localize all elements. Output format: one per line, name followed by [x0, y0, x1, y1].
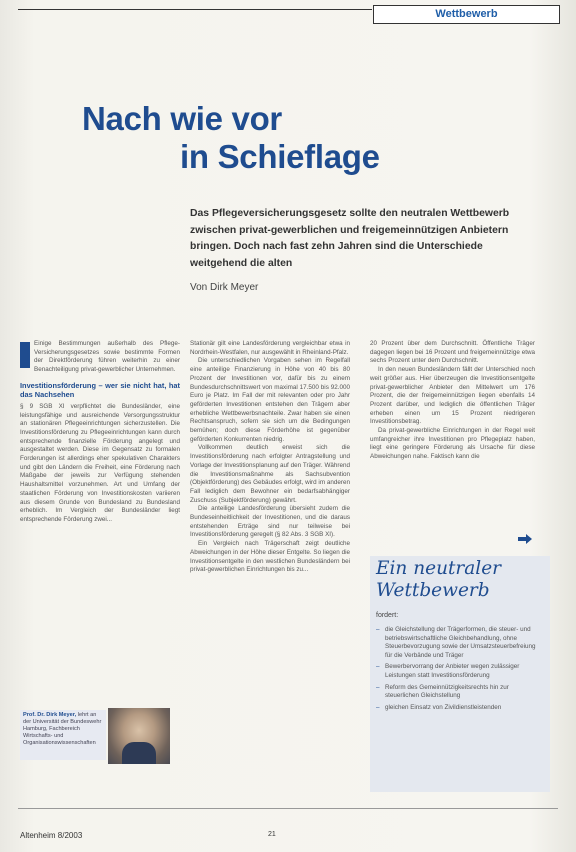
list-item: – Reform des Gemeinnützigkeitsrechts hin zur steuerlichen Gleichstellung	[376, 684, 544, 701]
continue-arrow-icon	[518, 534, 532, 544]
list-item: – Bewerbervorrang der Anbieter wegen zulässiger Leistungen statt Investitionsförderung	[376, 663, 544, 680]
author-photo	[108, 708, 170, 764]
article-column-3	[370, 340, 535, 462]
header-rule	[18, 9, 372, 10]
article-column-1	[20, 340, 180, 525]
teaser-text: Das Pflegeversicherungsgesetz sollte den neutralen Wettbewerb zwischen privat-gewerblichen und freigemeinnützigen Anbietern bringen. Doch nach fast zehn Jahren sind die Unterschiede weitgehend die alten	[190, 208, 510, 269]
body-paragraph: In den neuen Bundesländern fällt der Unterschied noch weit größer aus. Hier überzeugen die Investitionsentgelte privat-gewerblicher Anbieter den Mittelwert um 176 Prozent, die der freigemeinnützigen liegen ebenfalls 14 Prozent darüber, und lediglich die öffentlichen Träger erheben einen um 15 Prozent niedrigeren Investitionsbetrag.	[370, 366, 535, 426]
headline-line-1: Nach wie vor	[82, 100, 282, 137]
body-paragraph: § 9 SGB XI verpflichtet die Bundesländer, eine leistungsfähige und ausreichende Versorgungsstruktur an stationären Pflegeeinrichtungen sicherzustellen. Die Investitionsförderung zu Pflegeeinrichtungen kann durch entsprechende finanzielle Förderung angelegt und ausgestaltet werden. Diese im Gegensatz zu formalen Forderungen ist allerdings eher spekulativen Charakters und gibt den Ländern die Freiheit, eine Förderung nach Maßgabe der jeweils zur Verfügung stehenden Haushaltsmittel vorzunehmen. Art und Umfang der staatlichen Förderung von Investitionskosten variieren aus diesem Grunde von Bundesland zu Bundesland erheblich. Im Vergleich der Bundesländer liegt entsprechende Förderung zwei...	[20, 402, 180, 523]
caption-text: lehrt an der Universität der Bundeswehr Hamburg, Fachbereich Wirtschafts- und Organisationswissenschaften	[23, 712, 102, 746]
caption-name: Prof. Dr. Dirk Meyer,	[23, 712, 77, 718]
list-item: – gleichen Einsatz von Zivildienstleistenden	[376, 704, 544, 713]
author-box	[20, 708, 172, 764]
body-paragraph: Ein Vergleich nach Trägerschaft zeigt deutliche Abweichungen in der Höhe dieser Entgelte. So liegen die Investitionsentgelte in den westlichen Bundesländern bei privat-gewerblichen Einrichtungen bis zu...	[190, 540, 350, 574]
intro-paragraph: Einige Bestimmungen außerhalb des Pflege-Versicherungsgesetzes sowie bestimmte Formen der Direktförderung führen weiterhin zu einer Benachteiligung privat-gewerblicher Unternehmen.	[34, 340, 180, 374]
sidebar-box	[370, 556, 550, 792]
body-paragraph: Die anteilige Landesförderung übersieht zudem die Bundeseinheitlichkeit der Investitionen, und die daraus entstehenden Erträge sind nur teilweise bei Investitionsförderung geregelt (§ 82 Abs. 3 SGB XI).	[190, 505, 350, 539]
headline-line-2: in Schieflage	[180, 138, 380, 175]
list-item: – die Gleichstellung der Trägerformen, die steuer- und betriebswirtschaftliche Gleichbehandlung, ohne Steuerbevorzugung sowie der Umsatzsteuerbefreiung für die Verbände und Träger	[376, 626, 544, 660]
body-paragraph: Da privat-gewerbliche Einrichtungen in der Regel weit umfangreicher ihre Investitionen pro Pflegeplatz haben, liegt eine geringere Förderung als Ursache für diese Abweichungen nahe. Faktisch kann die	[370, 427, 535, 461]
page-number: 21	[268, 831, 276, 838]
author-byline: Von Dirk Meyer	[190, 282, 259, 293]
photo-caption	[20, 710, 106, 760]
dropcap-icon	[20, 342, 30, 368]
magazine-issue: Altenheim 8/2003	[20, 831, 83, 840]
body-paragraph: Stationär gilt eine Landesförderung vergleichbar etwa in Nordrhein-Westfalen, nur ausgewählt in Rheinland-Pfalz.	[190, 340, 350, 356]
body-paragraph: Vollkommen deutlich erweist sich die Investitionsförderung nach erfolgter Antragstellung und Vorlage der Investitionsplanung auf den Träger. Während die Investitionsmaßnahme als Sachsubvention (Objektförderung) des Gebäudes erfolgt, wird im anderen Fall lediglich dem Bewohner ein bedarfsabhängiger Zuschuss (Subjektförderung) gewährt.	[190, 444, 350, 504]
subheading: Investitionsförderung – wer sie nicht hat, hat das Nachsehen	[20, 380, 180, 399]
article-column-2	[190, 340, 350, 575]
section-label: Wettbewerb	[373, 5, 560, 24]
sidebar-intro: fordert:	[376, 612, 399, 619]
body-paragraph: 20 Prozent über dem Durchschnitt. Öffentliche Träger dagegen liegen bei 16 Prozent und freigemeinnützige etwa sechs Prozent unter dem Durchschnitt.	[370, 340, 535, 365]
sidebar-list	[376, 626, 544, 715]
sidebar-title: Ein neutraler Wettbewerb	[376, 558, 502, 601]
footer-rule	[18, 808, 558, 809]
body-paragraph: Die unterschiedlichen Vorgaben sehen im Regelfall eine anteilige Finanzierung in Höhe von 40 bis 80 Prozent der Investitionen vor, dafür bis zu einem Bundesdurchschnittswert von maximal 17.500 bis 92.000 Euro je Platz. Im Fall der mit relevanten oder pro Jahr geförderten Investitionen entstehen den Trägern aber erhebliche Wettbewerbsnachteile. Zwar haben sie einen Rechtsanspruch, sofern sie sich um die Bedingungen bemühen; doch diese Förderhöhe ist gegenüber geförderten Konkurrenten niedrig.	[190, 357, 350, 443]
